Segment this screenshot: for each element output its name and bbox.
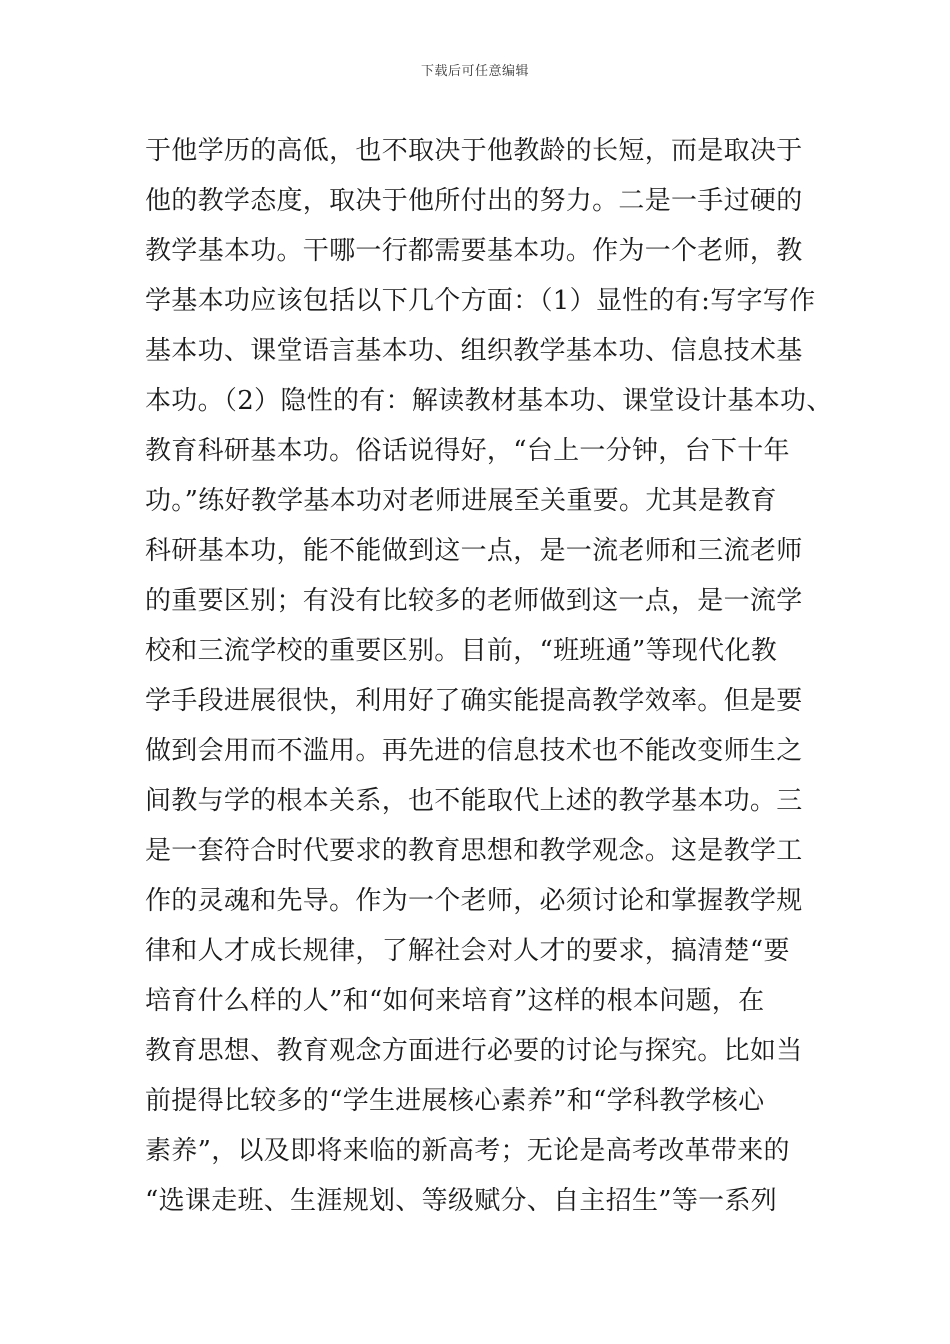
text-line: 教育科研基本功。俗话说得好，“台上一分钟，台下十年 <box>145 436 790 466</box>
text-line: 素养”，以及即将来临的新高考；无论是高考改革带来的 <box>145 1136 790 1166</box>
text-line: 学手段进展很快，利用好了确实能提高教学效率。但是要 <box>145 686 803 716</box>
text-line: “选课走班、生涯规划、等级赋分、自主招生”等一系列 <box>145 1186 778 1216</box>
text-line: 律和人才成长规律，了解社会对人才的要求，搞清楚“要 <box>145 936 790 966</box>
text-line: 科研基本功，能不能做到这一点，是一流老师和三流老师 <box>145 536 803 566</box>
text-line: 作的灵魂和先导。作为一个老师，必须讨论和掌握教学规 <box>145 886 803 916</box>
text-line: 前提得比较多的“学生进展核心素养”和“学科教学核心 <box>145 1086 765 1116</box>
page-header: 下载后可任意编辑 <box>420 64 529 79</box>
text-line: 本功。（2）隐性的有：解读教材基本功、课堂设计基本功、 <box>145 386 833 416</box>
text-line: 培育什么样的人”和“如何来培育”这样的根本问题，在 <box>145 986 765 1016</box>
text-line: 校和三流学校的重要区别。目前，“班班通”等现代化教 <box>145 636 778 666</box>
body-text <box>145 126 833 1226</box>
text-line: 基本功、课堂语言基本功、组织教学基本功、信息技术基 <box>145 336 803 366</box>
text-line: 于他学历的高低，也不取决于他教龄的长短，而是取决于 <box>145 136 803 166</box>
text-line: 是一套符合时代要求的教育思想和教学观念。这是教学工 <box>145 836 803 866</box>
text-line: 做到会用而不滥用。再先进的信息技术也不能改变师生之 <box>145 736 803 766</box>
text-line: 功。”练好教学基本功对老师进展至关重要。尤其是教育 <box>145 486 777 516</box>
text-line: 教学基本功。干哪一行都需要基本功。作为一个老师，教 <box>145 236 803 266</box>
text-line: 间教与学的根本关系，也不能取代上述的教学基本功。三 <box>145 786 803 816</box>
text-line: 他的教学态度，取决于他所付出的努力。二是一手过硬的 <box>145 186 803 216</box>
text-line: 学基本功应该包括以下几个方面：（1）显性的有:写字写作 <box>145 286 816 316</box>
text-line: 教育思想、教育观念方面进行必要的讨论与探究。比如当 <box>145 1036 803 1066</box>
text-line: 的重要区别；有没有比较多的老师做到这一点，是一流学 <box>145 586 803 616</box>
